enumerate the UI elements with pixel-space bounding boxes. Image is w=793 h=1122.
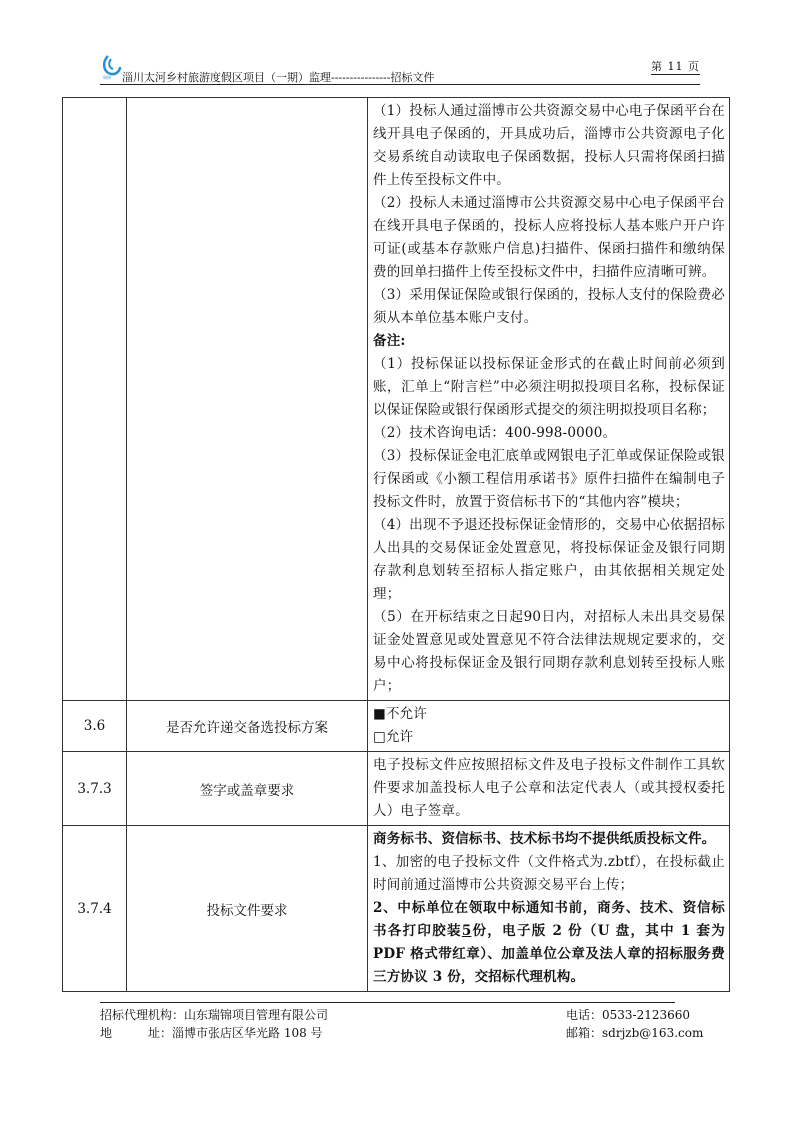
option-not-allowed-checked: ■不允许 <box>373 706 428 722</box>
clause-content <box>368 98 730 701</box>
paragraph: 商务标书、资信标书、技术标书均不提供纸质投标文件。 <box>373 831 716 847</box>
text: 份，电子版 2 份（U 盘，其中 1 套为 PDF 格式带红章）、加盖单位公章及法人章的招标服务费三方协议 3 份，交招标代理机构。 <box>373 923 725 985</box>
page-body <box>62 97 730 1042</box>
clause-item: 签字或盖章要求 <box>127 752 368 826</box>
clause-number: 3.7.3 <box>63 752 127 826</box>
text: 2、中标单位在领取中标通知书前，商务、技术、资信标书各打印胶装 <box>373 900 725 939</box>
footer-row <box>100 1024 704 1042</box>
clause-item <box>127 98 368 701</box>
paragraph: （3）采用保证保险或银行保函的，投标人支付的保险费必须从本单位基本账户支付。 <box>373 287 725 326</box>
page-number: 第 11 页 <box>651 60 700 73</box>
paragraph: （3）投标保证金电汇底单或网银电子汇单或保证保险或银行保函或《小额工程信用承诺书》原件扫描件在编制电子投标文件时，放置于资信标书下的“其他内容”模块； <box>373 448 725 510</box>
option-allowed-unchecked: □允许 <box>373 729 414 745</box>
table-row <box>63 826 730 992</box>
bid-data-table <box>62 97 730 992</box>
notes-heading: 备注: <box>373 333 406 349</box>
address: 地 址：淄博市张店区华光路 108 号 <box>100 1026 323 1040</box>
table-row <box>63 752 730 826</box>
clause-content <box>368 826 730 992</box>
paragraph: （2）投标人未通过淄博市公共资源交易中心电子保函平台在线开具电子保函的，投标人应将投标人基本账户开户许可证(或基本存款账户信息)扫描件、保函扫描件和缴纳保费的回单扫描件上传至投标文件中，扫描件应清晰可辨。 <box>373 195 725 280</box>
page-header <box>100 54 700 85</box>
paragraph: （4）出现不予退还投标保证金情形的，交易中心依据招标人出具的交易保证金处置意见，将投标保证金及银行同期存款利息划转至招标人指定账户，由其依据相关规定处理； <box>373 517 725 602</box>
phone: 电话：0533-2123660 <box>566 1008 691 1022</box>
table-row <box>63 701 730 752</box>
paragraph: （1）投标人通过淄博市公共资源交易中心电子保函平台在线开具电子保函的，开具成功后，淄博市公共资源电子化交易系统自动读取电子保函数据，投标人只需将保函扫描件上传至投标文件中。 <box>373 103 725 188</box>
copies-count: 5 <box>461 923 472 939</box>
paragraph: 1、加密的电子投标文件（文件格式为.zbtf），在投标截止时间前通过淄博市公共资源交易平台上传； <box>373 854 725 893</box>
clause-number <box>63 98 127 701</box>
clause-item: 是否允许递交备选投标方案 <box>127 701 368 752</box>
svg-text:瑞锦: 瑞锦 <box>103 75 111 80</box>
document-title: 淄川太河乡村旅游度假区项目（一期）监理----------------招标文件 <box>122 71 435 84</box>
paragraph: （2）技术咨询电话：400-998-0000。 <box>373 425 617 441</box>
agency-name: 招标代理机构：山东瑞锦项目管理有限公司 <box>100 1008 329 1022</box>
clause-item: 投标文件要求 <box>127 826 368 992</box>
paragraph: 电子投标文件应按照招标文件及电子投标文件制作工具软件要求加盖投标人电子公章和法定代表人（或其授权委托人）电子签章。 <box>373 757 725 819</box>
paragraph <box>373 897 725 989</box>
footer-row <box>100 1006 691 1024</box>
clause-number: 3.7.4 <box>63 826 127 992</box>
paragraph: （1）投标保证以投标保证金形式的在截止时间前必须到账，汇单上“附言栏”中必须注明拟投项目名称，投标保证以保证保险或银行保函形式提交的须注明拟投项目名称； <box>373 356 725 418</box>
table-row <box>63 98 730 701</box>
page-footer <box>100 1002 704 1042</box>
company-logo-icon <box>100 54 122 80</box>
email: 邮箱：sdrjzb@163.com <box>566 1026 704 1040</box>
clause-number: 3.6 <box>63 701 127 752</box>
paragraph: （5）在开标结束之日起90日内，对招标人未出具交易保证金处置意见或处置意见不符合法律法规规定要求的，交易中心将投标保证金及银行同期存款利息划转至投标人账户； <box>373 609 725 694</box>
clause-content <box>368 701 730 752</box>
clause-content <box>368 752 730 826</box>
